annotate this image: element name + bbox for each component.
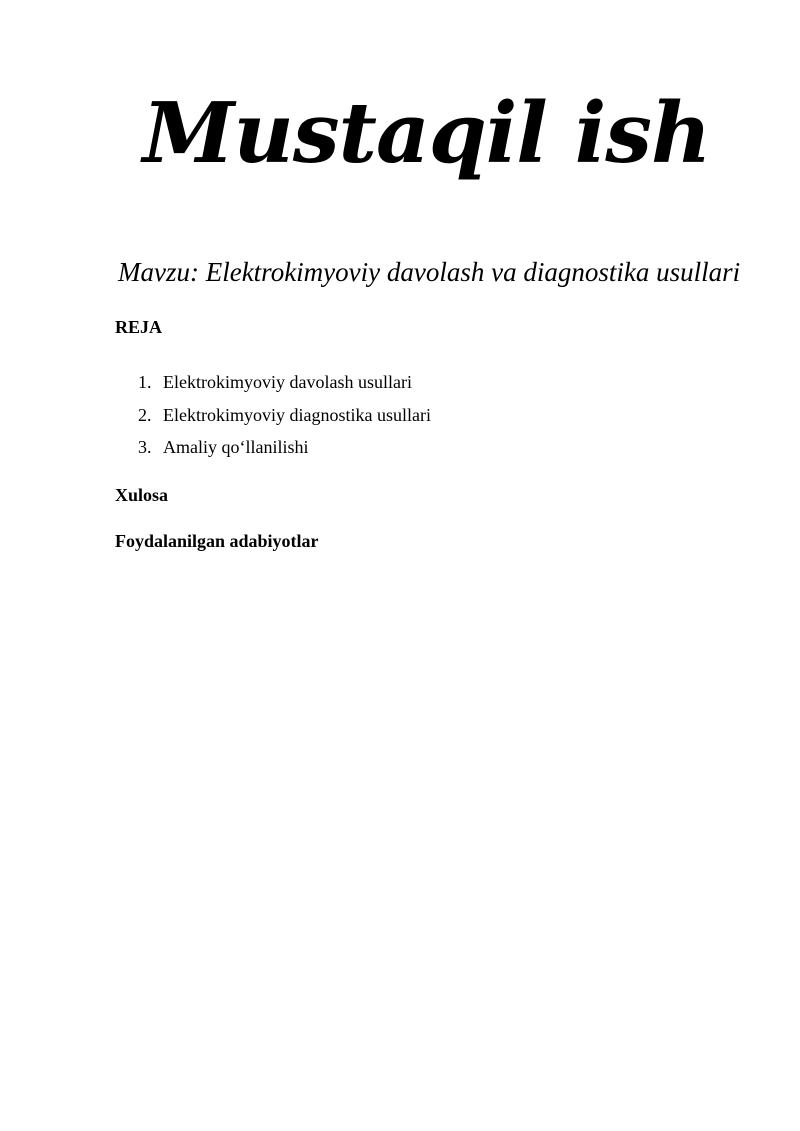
document-subtitle: Mavzu: Elektrokimyoviy davolash va diagnostika usullari — [118, 257, 741, 287]
plan-item-1 — [138, 366, 431, 399]
plan-item-text: Elektrokimyoviy davolash usullari — [163, 372, 412, 392]
conclusion-heading: Xulosa — [115, 485, 169, 505]
plan-item-3 — [138, 431, 431, 464]
plan-item-text: Elektrokimyoviy diagnostika usullari — [163, 404, 431, 425]
document-title: Mustaqil ish — [142, 84, 711, 182]
plan-item-2 — [138, 399, 431, 432]
plan-list — [138, 366, 431, 464]
plan-item-text: Amaliy qo‘llanilishi — [163, 437, 309, 457]
plan-item-number: 2. — [138, 404, 152, 425]
plan-item-number: 3. — [138, 437, 152, 457]
plan-heading: REJA — [115, 317, 163, 337]
references-heading: Foydalanilgan adabiyotlar — [115, 531, 319, 551]
plan-item-number: 1. — [138, 372, 152, 392]
